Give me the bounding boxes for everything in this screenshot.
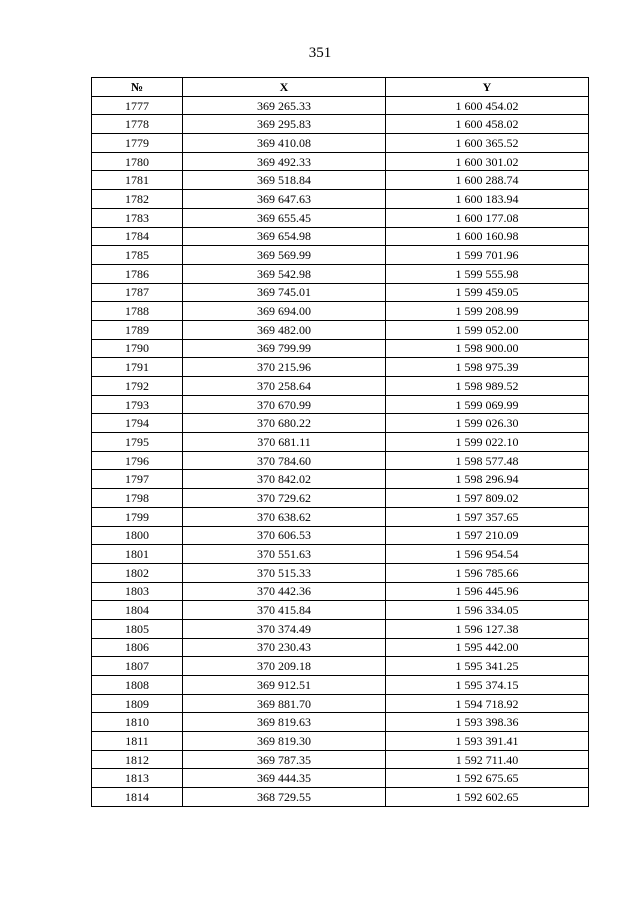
table-row <box>92 732 589 751</box>
table-row <box>92 601 589 620</box>
point-number-cell: 1814 <box>92 788 183 807</box>
table-row <box>92 227 589 246</box>
point-number-cell: 1792 <box>92 377 183 396</box>
table-header-row <box>92 78 589 97</box>
point-number-cell: 1785 <box>92 246 183 265</box>
point-number-cell: 1795 <box>92 433 183 452</box>
point-number-cell: 1799 <box>92 507 183 526</box>
x-coordinate-cell: 368 729.55 <box>183 788 386 807</box>
y-coordinate-cell: 1 598 296.94 <box>386 470 589 489</box>
coordinates-table <box>91 77 589 807</box>
x-coordinate-cell: 369 542.98 <box>183 264 386 283</box>
point-number-cell: 1791 <box>92 358 183 377</box>
x-coordinate-cell: 369 694.00 <box>183 302 386 321</box>
x-coordinate-cell: 369 655.45 <box>183 208 386 227</box>
point-number-cell: 1808 <box>92 676 183 695</box>
y-coordinate-cell: 1 593 391.41 <box>386 732 589 751</box>
table-row <box>92 96 589 115</box>
point-number-cell: 1809 <box>92 694 183 713</box>
table-row <box>92 339 589 358</box>
table-row <box>92 638 589 657</box>
page-number: 351 <box>308 45 332 61</box>
x-coordinate-cell: 369 912.51 <box>183 676 386 695</box>
y-coordinate-cell: 1 596 445.96 <box>386 582 589 601</box>
table-row <box>92 115 589 134</box>
x-coordinate-cell: 369 647.63 <box>183 190 386 209</box>
table-row <box>92 470 589 489</box>
table-row <box>92 171 589 190</box>
x-coordinate-cell: 369 569.99 <box>183 246 386 265</box>
y-coordinate-cell: 1 599 069.99 <box>386 395 589 414</box>
point-number-cell: 1787 <box>92 283 183 302</box>
point-number-cell: 1781 <box>92 171 183 190</box>
x-coordinate-cell: 370 415.84 <box>183 601 386 620</box>
table-row <box>92 545 589 564</box>
point-number-cell: 1797 <box>92 470 183 489</box>
x-coordinate-cell: 369 492.33 <box>183 152 386 171</box>
table-row <box>92 526 589 545</box>
point-number-cell: 1788 <box>92 302 183 321</box>
y-coordinate-cell: 1 596 334.05 <box>386 601 589 620</box>
table-row <box>92 563 589 582</box>
table-row <box>92 676 589 695</box>
x-coordinate-cell: 370 606.53 <box>183 526 386 545</box>
point-number-cell: 1812 <box>92 750 183 769</box>
point-number-cell: 1780 <box>92 152 183 171</box>
x-coordinate-cell: 370 230.43 <box>183 638 386 657</box>
table-row <box>92 788 589 807</box>
y-coordinate-cell: 1 596 954.54 <box>386 545 589 564</box>
y-coordinate-cell: 1 598 577.48 <box>386 451 589 470</box>
y-coordinate-cell: 1 599 022.10 <box>386 433 589 452</box>
point-number-cell: 1784 <box>92 227 183 246</box>
point-number-cell: 1800 <box>92 526 183 545</box>
point-number-cell: 1790 <box>92 339 183 358</box>
y-coordinate-cell: 1 600 458.02 <box>386 115 589 134</box>
x-coordinate-cell: 369 819.30 <box>183 732 386 751</box>
point-number-cell: 1779 <box>92 134 183 153</box>
point-number-cell: 1793 <box>92 395 183 414</box>
y-coordinate-cell: 1 598 900.00 <box>386 339 589 358</box>
y-coordinate-cell: 1 592 711.40 <box>386 750 589 769</box>
y-coordinate-cell: 1 599 459.05 <box>386 283 589 302</box>
point-number-cell: 1783 <box>92 208 183 227</box>
y-coordinate-cell: 1 600 160.98 <box>386 227 589 246</box>
x-coordinate-cell: 370 638.62 <box>183 507 386 526</box>
x-coordinate-cell: 370 209.18 <box>183 657 386 676</box>
x-coordinate-cell: 369 819.63 <box>183 713 386 732</box>
y-coordinate-cell: 1 597 357.65 <box>386 507 589 526</box>
x-coordinate-cell: 369 654.98 <box>183 227 386 246</box>
point-number-cell: 1807 <box>92 657 183 676</box>
x-coordinate-cell: 369 482.00 <box>183 320 386 339</box>
point-number-cell: 1778 <box>92 115 183 134</box>
y-coordinate-cell: 1 600 454.02 <box>386 96 589 115</box>
x-coordinate-cell: 370 551.63 <box>183 545 386 564</box>
table-row <box>92 769 589 788</box>
table-row <box>92 283 589 302</box>
point-number-cell: 1805 <box>92 619 183 638</box>
point-number-cell: 1813 <box>92 769 183 788</box>
x-coordinate-cell: 370 442.36 <box>183 582 386 601</box>
y-coordinate-cell: 1 599 555.98 <box>386 264 589 283</box>
table-row <box>92 433 589 452</box>
column-header-y: Y <box>386 78 589 97</box>
table-row <box>92 619 589 638</box>
point-number-cell: 1810 <box>92 713 183 732</box>
y-coordinate-cell: 1 593 398.36 <box>386 713 589 732</box>
x-coordinate-cell: 370 784.60 <box>183 451 386 470</box>
table-row <box>92 358 589 377</box>
y-coordinate-cell: 1 595 442.00 <box>386 638 589 657</box>
y-coordinate-cell: 1 595 341.25 <box>386 657 589 676</box>
point-number-cell: 1786 <box>92 264 183 283</box>
y-coordinate-cell: 1 598 989.52 <box>386 377 589 396</box>
x-coordinate-cell: 370 670.99 <box>183 395 386 414</box>
table-row <box>92 246 589 265</box>
point-number-cell: 1804 <box>92 601 183 620</box>
x-coordinate-cell: 370 515.33 <box>183 563 386 582</box>
y-coordinate-cell: 1 599 026.30 <box>386 414 589 433</box>
y-coordinate-cell: 1 592 602.65 <box>386 788 589 807</box>
point-number-cell: 1798 <box>92 489 183 508</box>
y-coordinate-cell: 1 596 785.66 <box>386 563 589 582</box>
x-coordinate-cell: 369 745.01 <box>183 283 386 302</box>
table-row <box>92 320 589 339</box>
y-coordinate-cell: 1 600 365.52 <box>386 134 589 153</box>
table-row <box>92 302 589 321</box>
x-coordinate-cell: 370 842.02 <box>183 470 386 489</box>
table-row <box>92 694 589 713</box>
table-row <box>92 134 589 153</box>
point-number-cell: 1811 <box>92 732 183 751</box>
y-coordinate-cell: 1 596 127.38 <box>386 619 589 638</box>
point-number-cell: 1782 <box>92 190 183 209</box>
x-coordinate-cell: 369 518.84 <box>183 171 386 190</box>
table-row <box>92 489 589 508</box>
table-row <box>92 208 589 227</box>
y-coordinate-cell: 1 597 210.09 <box>386 526 589 545</box>
y-coordinate-cell: 1 598 975.39 <box>386 358 589 377</box>
table-row <box>92 414 589 433</box>
x-coordinate-cell: 370 258.64 <box>183 377 386 396</box>
table-row <box>92 190 589 209</box>
y-coordinate-cell: 1 600 301.02 <box>386 152 589 171</box>
x-coordinate-cell: 369 410.08 <box>183 134 386 153</box>
x-coordinate-cell: 370 680.22 <box>183 414 386 433</box>
y-coordinate-cell: 1 592 675.65 <box>386 769 589 788</box>
table-row <box>92 451 589 470</box>
table-row <box>92 750 589 769</box>
x-coordinate-cell: 370 374.49 <box>183 619 386 638</box>
y-coordinate-cell: 1 600 183.94 <box>386 190 589 209</box>
x-coordinate-cell: 369 295.83 <box>183 115 386 134</box>
x-coordinate-cell: 370 729.62 <box>183 489 386 508</box>
table-row <box>92 395 589 414</box>
y-coordinate-cell: 1 595 374.15 <box>386 676 589 695</box>
x-coordinate-cell: 369 799.99 <box>183 339 386 358</box>
table-row <box>92 657 589 676</box>
table-body <box>92 96 589 806</box>
table-row <box>92 713 589 732</box>
point-number-cell: 1801 <box>92 545 183 564</box>
table-row <box>92 507 589 526</box>
table-row <box>92 152 589 171</box>
column-header-number: № <box>92 78 183 97</box>
x-coordinate-cell: 369 787.35 <box>183 750 386 769</box>
x-coordinate-cell: 370 681.11 <box>183 433 386 452</box>
y-coordinate-cell: 1 594 718.92 <box>386 694 589 713</box>
point-number-cell: 1789 <box>92 320 183 339</box>
y-coordinate-cell: 1 597 809.02 <box>386 489 589 508</box>
x-coordinate-cell: 369 265.33 <box>183 96 386 115</box>
table-row <box>92 377 589 396</box>
table-row <box>92 264 589 283</box>
table-row <box>92 582 589 601</box>
point-number-cell: 1802 <box>92 563 183 582</box>
point-number-cell: 1796 <box>92 451 183 470</box>
y-coordinate-cell: 1 599 701.96 <box>386 246 589 265</box>
column-header-x: X <box>183 78 386 97</box>
x-coordinate-cell: 370 215.96 <box>183 358 386 377</box>
point-number-cell: 1806 <box>92 638 183 657</box>
x-coordinate-cell: 369 444.35 <box>183 769 386 788</box>
y-coordinate-cell: 1 600 288.74 <box>386 171 589 190</box>
x-coordinate-cell: 369 881.70 <box>183 694 386 713</box>
point-number-cell: 1777 <box>92 96 183 115</box>
y-coordinate-cell: 1 600 177.08 <box>386 208 589 227</box>
point-number-cell: 1803 <box>92 582 183 601</box>
y-coordinate-cell: 1 599 208.99 <box>386 302 589 321</box>
y-coordinate-cell: 1 599 052.00 <box>386 320 589 339</box>
point-number-cell: 1794 <box>92 414 183 433</box>
